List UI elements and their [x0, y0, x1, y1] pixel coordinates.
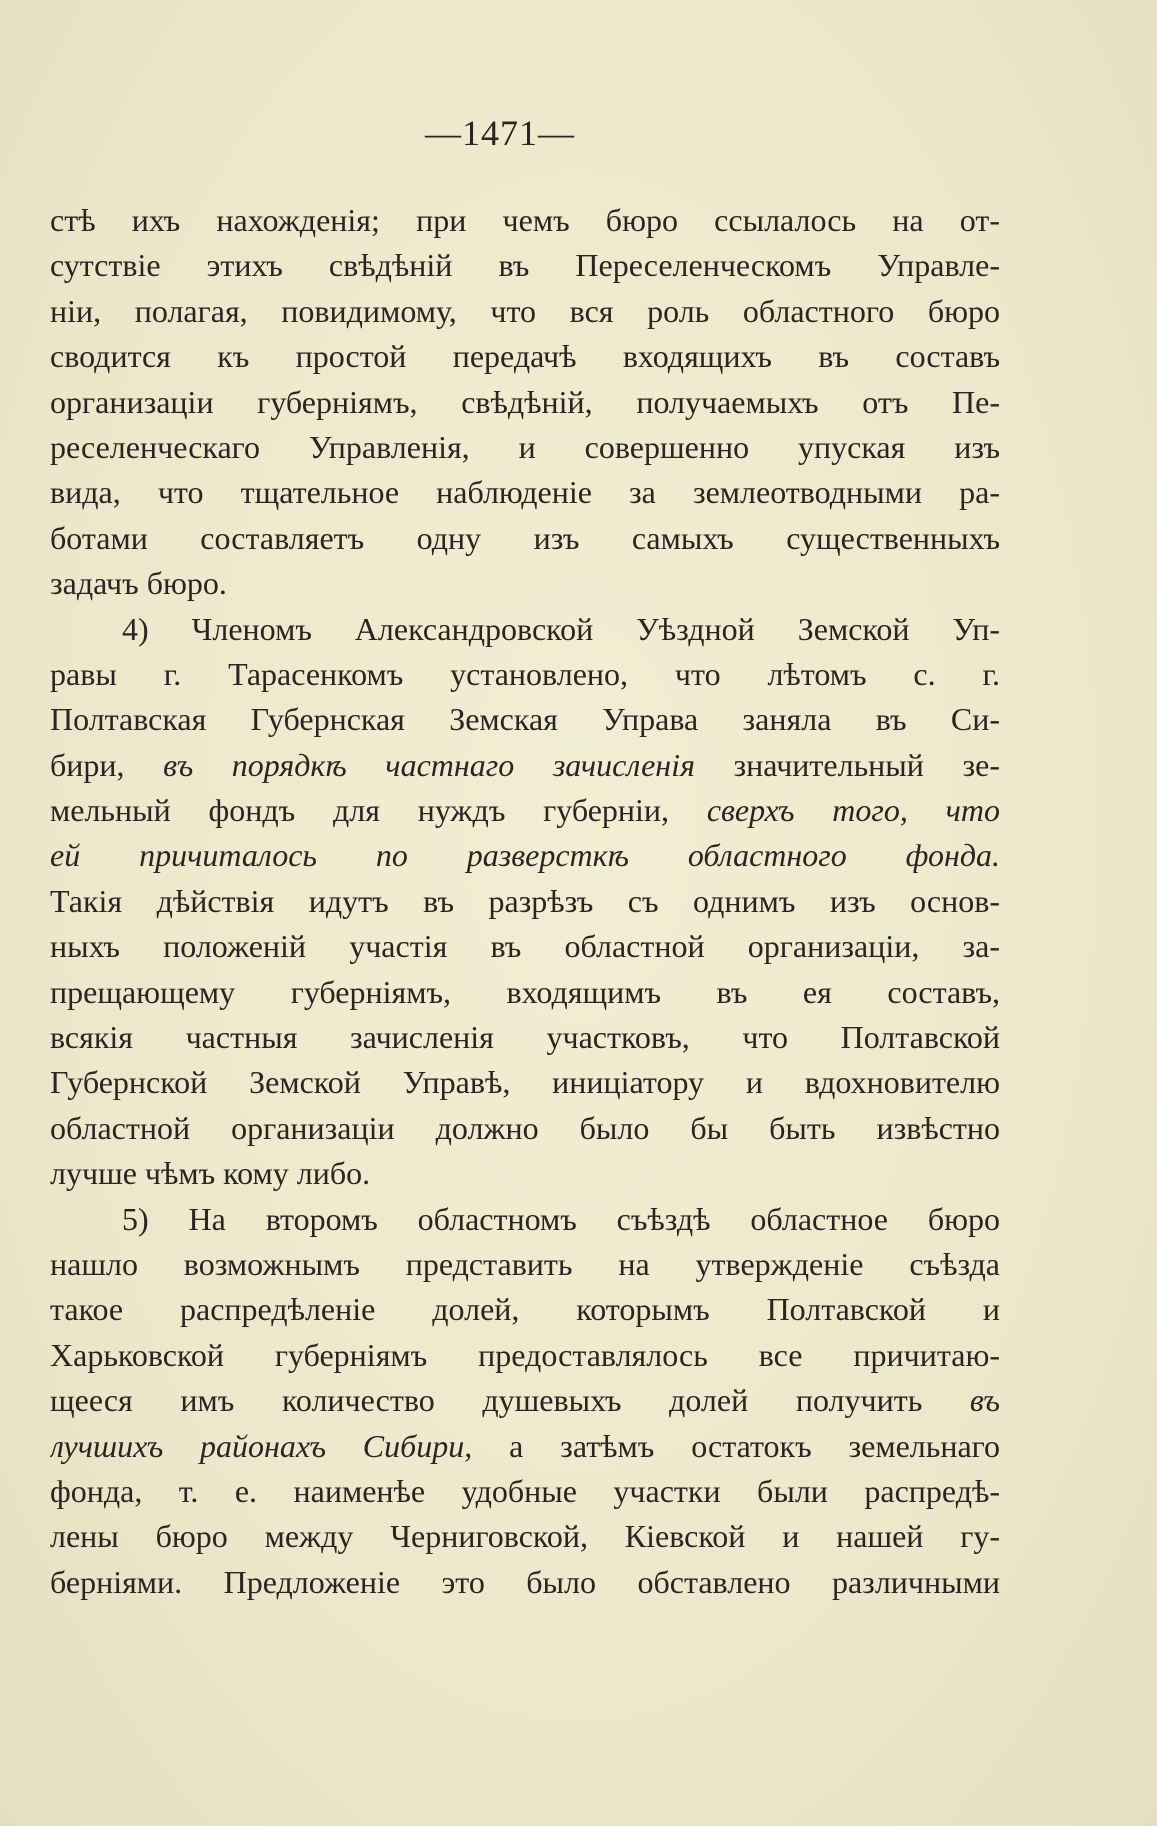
text-line — [50, 243, 1000, 288]
text-line — [50, 1424, 1000, 1469]
text-line — [50, 1106, 1000, 1151]
italic-text: сверхъ того, что — [706, 792, 1000, 829]
text-line — [50, 1469, 1000, 1514]
text-line — [50, 289, 1000, 334]
italic-text: ей причиталось по разверсткѣ областного фонда. — [50, 837, 1000, 874]
text-segment: организаціи губерніямъ, свѣдѣній, получаемыхъ отъ Пе- — [50, 383, 1000, 420]
text-line — [50, 1197, 1000, 1242]
text-segment: берніями. Предложеніе это было обставлено различными — [50, 1563, 1000, 1600]
page-number: —1471— — [425, 113, 575, 153]
text-segment: сутствіе этихъ свѣдѣній въ Переселенческомъ Управле- — [50, 247, 1000, 284]
text-segment: областной организаціи должно было бы быть извѣстно — [50, 1109, 1000, 1146]
text-line — [50, 788, 1000, 833]
text-segment: мельный фондъ для нуждъ губерніи, — [50, 792, 707, 829]
text-line — [50, 833, 1000, 878]
text-line — [50, 970, 1000, 1015]
text-line — [50, 607, 1000, 652]
text-segment: стѣ ихъ нахожденія; при чемъ бюро ссылалось на от- — [50, 202, 1000, 238]
text-segment: реселенческаго Управленія, и совершенно упуская изъ — [50, 428, 1000, 465]
text-segment: бири, — [50, 746, 164, 783]
text-line — [50, 1060, 1000, 1105]
text-segment: ніи, полагая, повидимому, что вся роль областного бюро — [50, 292, 1000, 329]
text-line — [50, 879, 1000, 924]
text-line — [50, 924, 1000, 969]
text-segment: значительный зе- — [694, 746, 1000, 783]
text-segment: прещающему губерніямъ, входящимъ въ ея составъ, — [50, 973, 1000, 1010]
text-line — [50, 470, 1000, 515]
text-segment: равы г. Тарасенкомъ установлено, что лѣтомъ с. г. — [50, 655, 1000, 692]
text-segment: нашло возможнымъ представить на утвержденіе съѣзда — [50, 1245, 1000, 1282]
text-line — [50, 1560, 1000, 1605]
text-segment: Харьковской губерніямъ предоставлялось все причитаю- — [50, 1336, 1000, 1373]
text-line — [50, 1151, 1000, 1196]
text-line — [50, 334, 1000, 379]
text-line — [50, 697, 1000, 742]
text-line — [50, 425, 1000, 470]
text-line — [50, 652, 1000, 697]
italic-text: въ — [969, 1382, 1000, 1419]
text-line — [50, 1015, 1000, 1060]
text-segment: ныхъ положеній участія въ областной организаціи, за- — [50, 928, 1000, 965]
body-text — [50, 198, 1000, 1605]
text-segment: такое распредѣленіе долей, которымъ Полтавской и — [50, 1291, 1000, 1328]
text-segment: Такія дѣйствія идутъ въ разрѣзъ съ однимъ изъ основ- — [50, 882, 1000, 919]
text-segment: 4) Членомъ Александровской Уѣздной Земской Уп- — [122, 610, 1000, 647]
text-line — [50, 198, 1000, 243]
text-line — [50, 1514, 1000, 1559]
text-line — [50, 1242, 1000, 1287]
text-line — [50, 1287, 1000, 1332]
text-segment: лучше чѣмъ кому либо. — [50, 1155, 371, 1192]
text-line — [50, 1378, 1000, 1423]
text-line — [50, 1333, 1000, 1378]
text-segment: вида, что тщательное наблюденіе за землеотводными ра- — [50, 474, 1000, 511]
text-segment: а затѣмъ остатокъ земельнаго — [472, 1427, 1000, 1464]
italic-text: въ порядкѣ частнаго зачисленія — [163, 746, 695, 783]
text-segment: сводится къ простой передачѣ входящихъ въ составъ — [50, 338, 1000, 375]
text-segment: Губернской Земской Управѣ, иниціатору и вдохновителю — [50, 1064, 1000, 1101]
text-segment: ботами составляетъ одну изъ самыхъ существенныхъ — [50, 519, 1000, 556]
text-line — [50, 380, 1000, 425]
text-segment: фонда, т. е. наименѣе удобные участки были распредѣ- — [50, 1472, 1000, 1509]
text-segment: лены бюро между Черниговской, Кіевской и нашей гу- — [50, 1518, 1000, 1555]
text-line — [50, 743, 1000, 788]
text-segment: задачъ бюро. — [50, 565, 227, 602]
text-segment: Полтавская Губернская Земская Управа заняла въ Си- — [50, 701, 1000, 738]
text-line — [50, 561, 1000, 606]
text-line — [50, 516, 1000, 561]
text-segment: всякія частныя зачисленія участковъ, что Полтавской — [50, 1019, 1000, 1056]
text-segment: 5) На второмъ областномъ съѣздѣ областное бюро — [122, 1200, 1000, 1237]
italic-text: лучшихъ районахъ Сибири, — [50, 1427, 473, 1464]
text-segment: щееся имъ количество душевыхъ долей получить — [50, 1382, 970, 1419]
